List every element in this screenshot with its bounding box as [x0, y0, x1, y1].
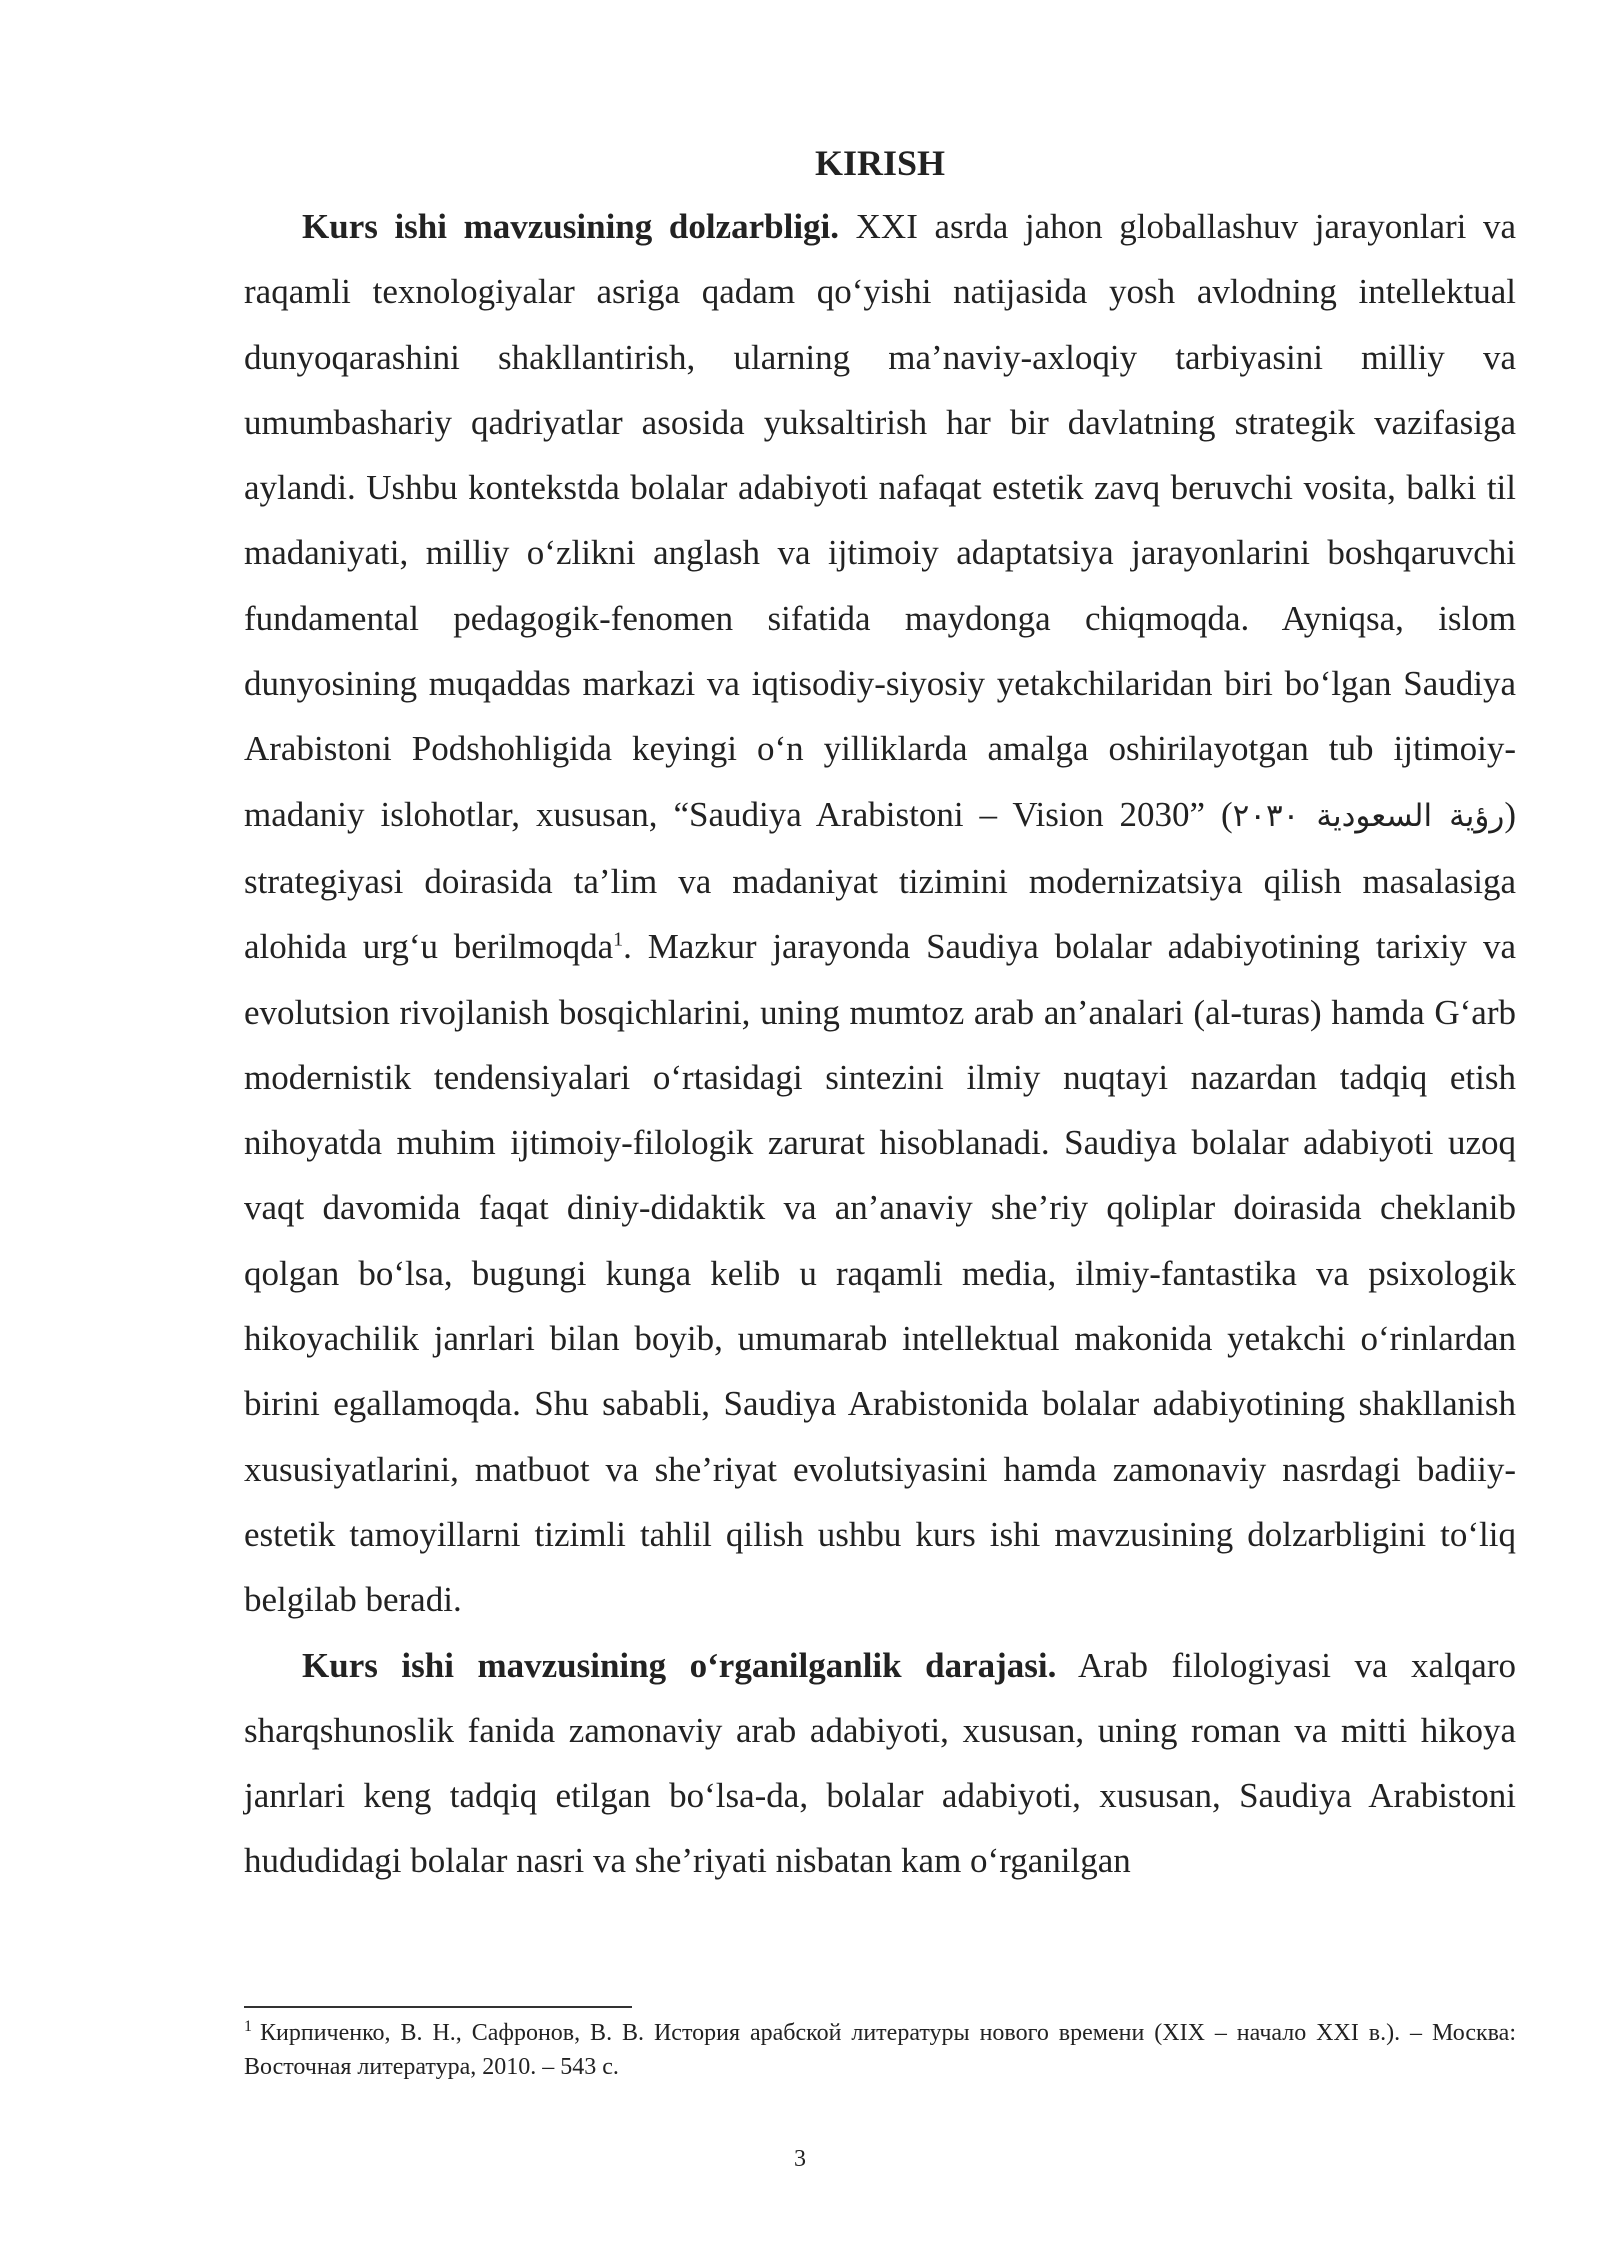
- footnote-text: Кирпиченко, В. Н., Сафронов, В. В. История арабской литературы нового времени (XIX – начало XXI в.). – Москва: Восточная литература, 2010. – 543 с.: [244, 2020, 1516, 2080]
- arabic-quote: رؤية السعودية ٢٠٣٠: [1232, 797, 1505, 834]
- main-text: [244, 138, 1516, 1894]
- footnote-separator: [244, 2006, 632, 2008]
- paragraph-text: ) strategiyasi doirasida ta’lim va madaniyat tizimini modernizatsiya qilish masalasiga alohida urg‘u berilmoqda: [244, 794, 1516, 967]
- section-heading: KIRISH: [814, 143, 946, 183]
- paragraph-text: . Mazkur jarayonda Saudiya bolalar adabiyotining tarixiy va evolutsion rivojlanish bosqichlarini, uning mumtoz arab an’analari (al-turas) hamda G‘arb modernistik tendensiyalari o‘rtasidagi sintezini ilmiy nuqtayi nazardan tadqiq etish nihoyatda muhim ijtimoiy-filologik zarurat hisoblanadi. Saudiya bolalar adabiyoti uzoq vaqt davomida faqat diniy-didaktik va an’anaviy she’riy qoliplar doirasida cheklanib qolgan bo‘lsa, bugungi kunga kelib u raqamli media, ilmiy-fantastika va psixologik hikoyachilik janrlari bilan boyib, umumarab intellektual makonida yetakchi o‘rinlardan birini egallamoqda. Shu sababli, Saudiya Arabistonida bolalar adabiyotining shakllanish xususiyatlarini, matbuot va she’riyat evolutsiyasini hamda zamonaviy nasrdagi badiiy-estetik tamoyillarni tizimli tahlil qilish ushbu kurs ishi mavzusining dolzarbligini to‘liq belgilab beradi.: [244, 927, 1516, 1620]
- page-number: 3: [794, 2146, 806, 2172]
- footnote-number: 1: [244, 2018, 252, 2035]
- paragraph-label: Kurs ishi mavzusining dolzarbligi.: [302, 207, 840, 246]
- paragraph-text: Arab filologiyasi va xalqaro sharqshunoslik fanida zamonaviy arab adabiyoti, xususan, uning roman va mitti hikoya janrlari keng tadqiq etilgan bo‘lsa-da, bolalar adabiyoti, xususan, Saudiya Arabistoni hududidagi bolalar nasri va she’riyati nisbatan kam o‘rganilgan: [244, 1645, 1516, 1881]
- footnote: [244, 2016, 1516, 2084]
- paragraph-label: Kurs ishi mavzusining o‘rganilganlik darajasi.: [302, 1645, 1057, 1685]
- footnote-reference: 1: [613, 928, 624, 951]
- paragraph-text: XXI asrda jahon globallashuv jarayonlari va raqamli texnologiyalar asriga qadam qo‘yishi natijasida yosh avlodning intellektual dunyoqarashini shakllantirish, ularning ma’naviy-axloqiy tarbiyasini milliy va umumbashariy qadriyatlar asosida yuksaltirish har bir davlatning strategik vazifasiga aylandi. Ushbu kontekstda bolalar adabiyoti nafaqat estetik zavq beruvchi vosita, balki til madaniyati, milliy o‘zlikni anglash va ijtimoiy adaptatsiya jarayonlarini boshqaruvchi fundamental pedagogik-fenomen sifatida maydonga chiqmoqda. Ayniqsa, islom dunyosining muqaddas markazi va iqtisodiy-siyosiy yetakchilaridan biri bo‘lgan Saudiya Arabistoni Podshohligida keyingi o‘n yilliklarda amalga oshirilayotgan tub ijtimoiy-madaniy islohotlar, xususan, “Saudiya Arabistoni – Vision 2030” (: [244, 207, 1517, 834]
- paragraph-study-level: [244, 1633, 1516, 1894]
- paragraph-relevance: [244, 194, 1516, 1633]
